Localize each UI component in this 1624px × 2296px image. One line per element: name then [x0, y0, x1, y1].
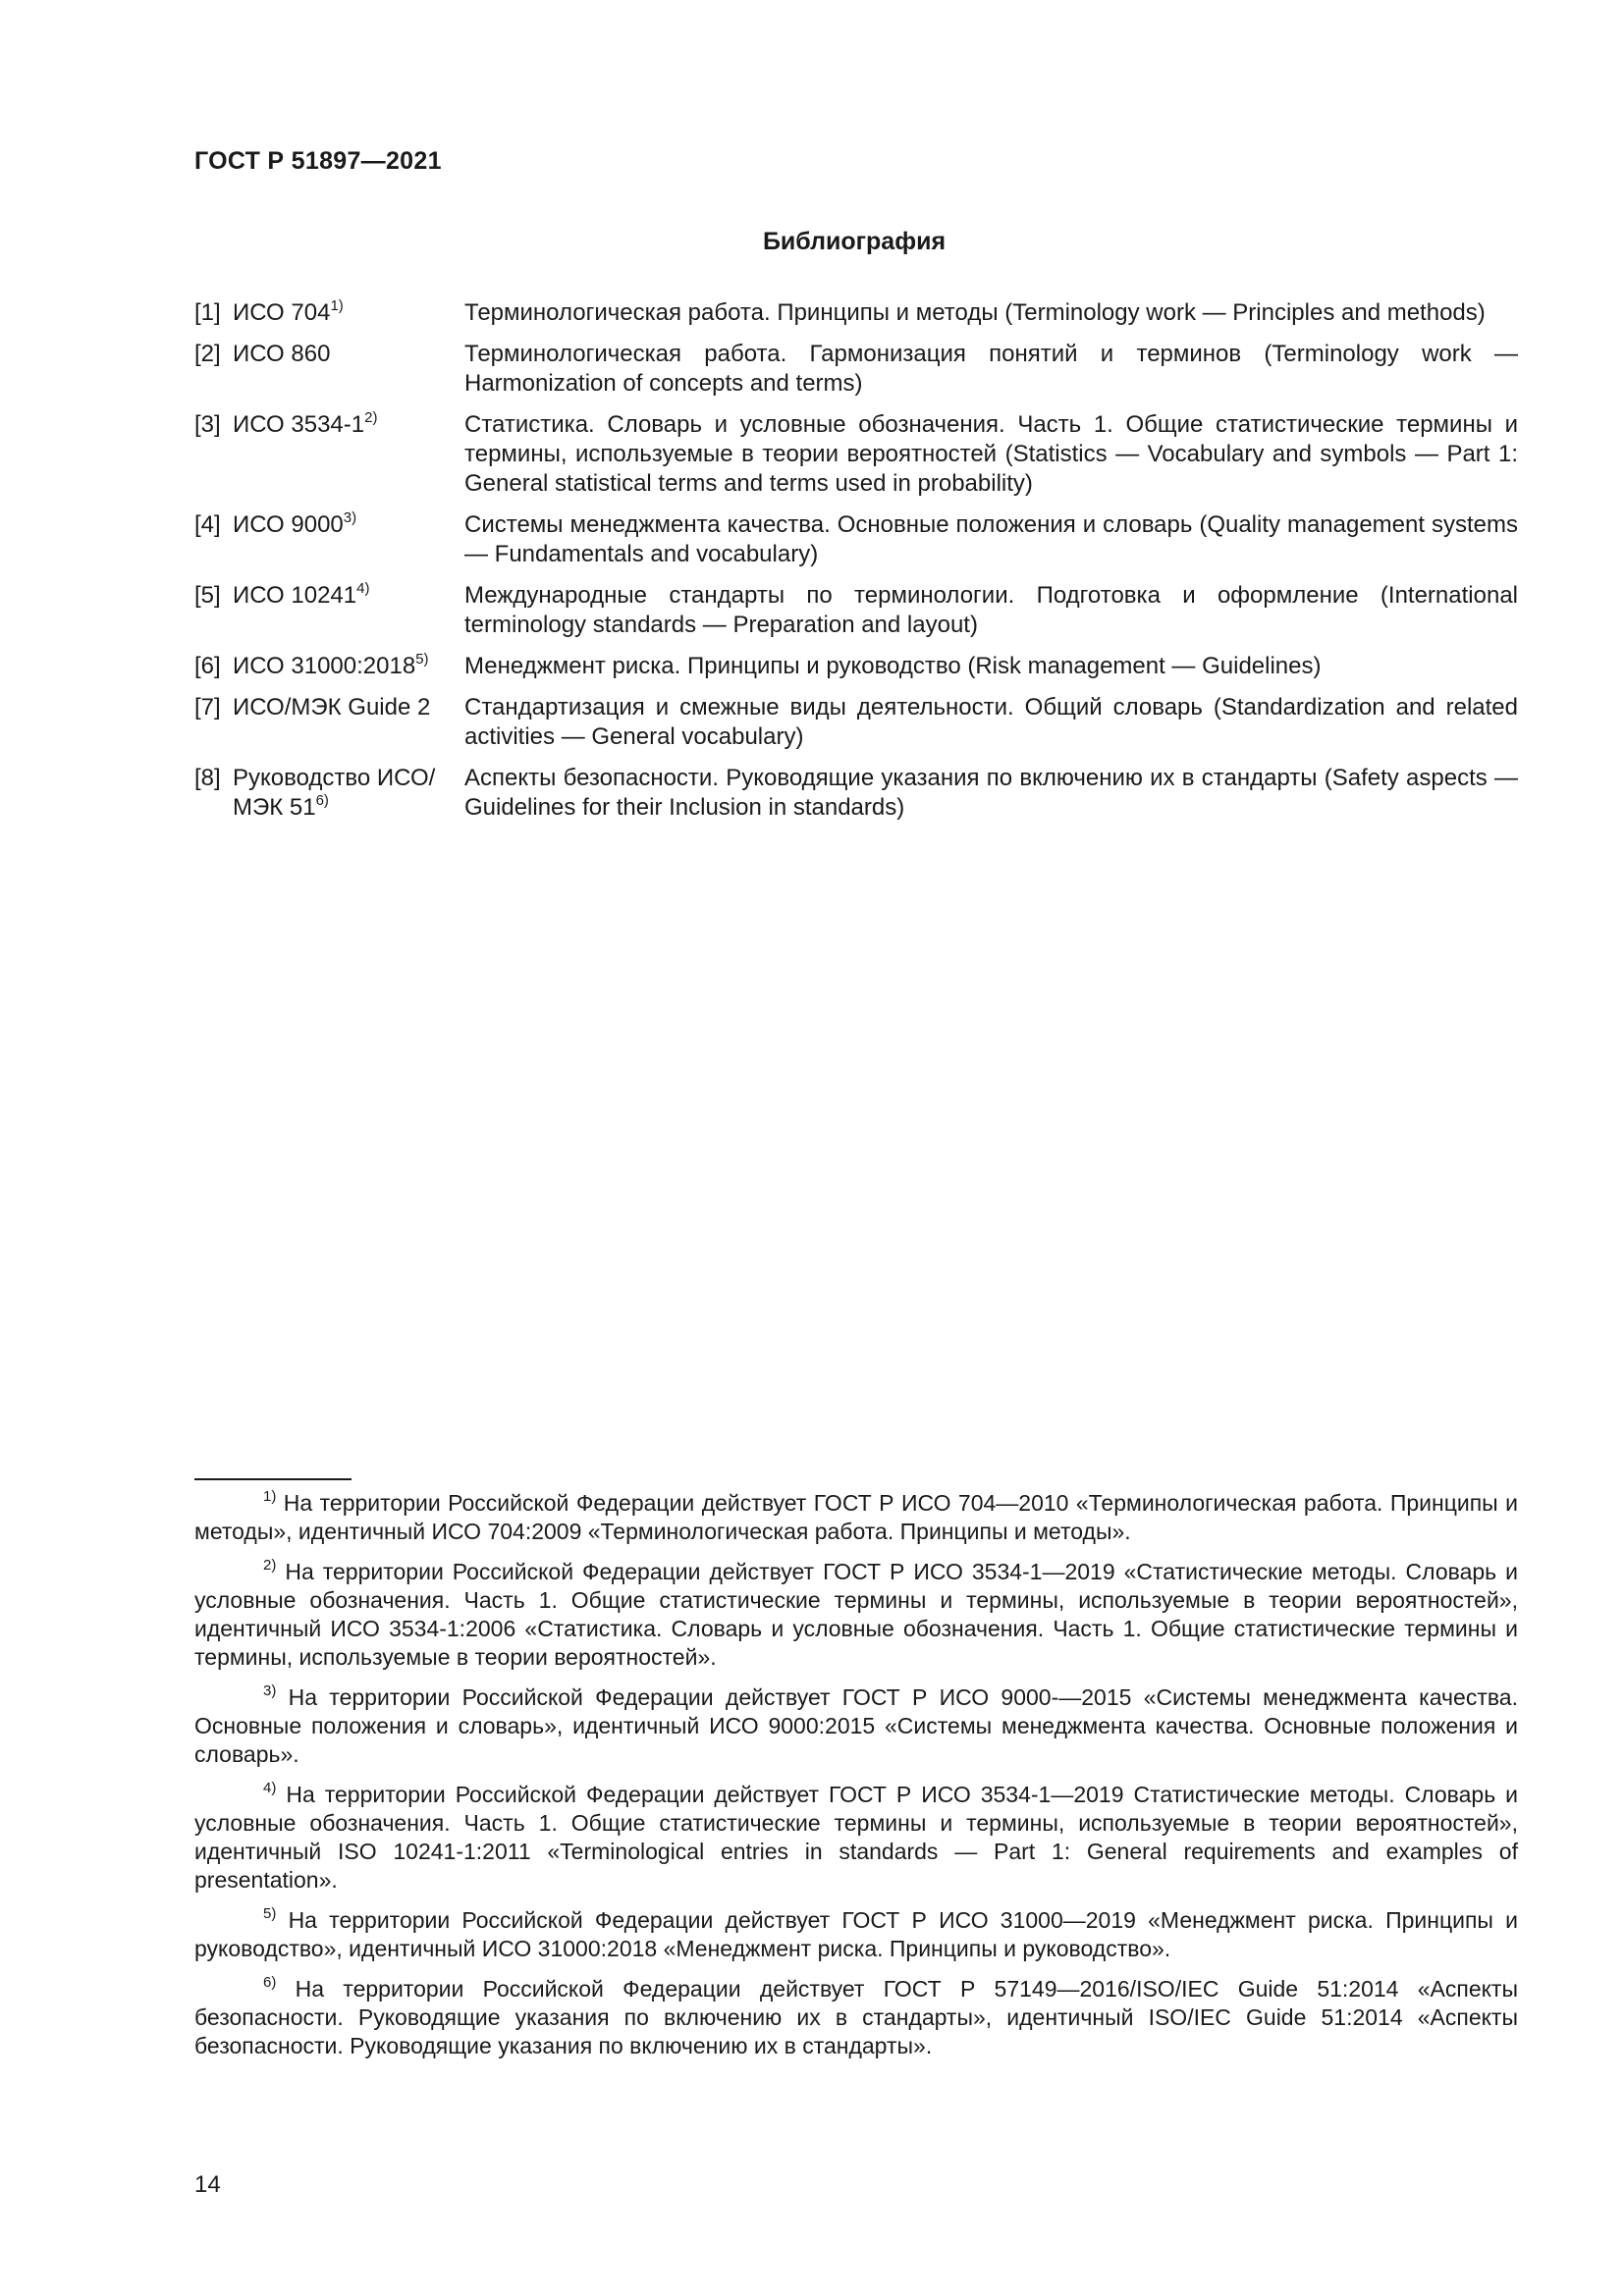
footnote-text: На территории Российской Федерации действует ГОСТ Р ИСО 704—2010 «Терминологическая работа. Принципы и методы», идентичный ИСО 704:2009 «Терминологическая работа. Принципы и методы».: [194, 1490, 1519, 1544]
entry-reference-text: ИСО 9000: [233, 511, 344, 538]
entry-description: Системы менеджмента качества. Основные положения и словарь (Quality management systems — Fundamentals and vocabulary): [464, 511, 1518, 567]
entry-number: [4]: [194, 511, 221, 538]
footnote-mark: 3): [263, 1682, 277, 1700]
entry-description: Терминологическая работа. Принципы и методы (Terminology work — Principles and methods): [464, 299, 1486, 326]
entry-reference-text: Руководство ИСО/МЭК 51: [233, 765, 436, 821]
entry-description: Международные стандарты по терминологии. Подготовка и оформление (International terminology standards — Preparation and layout): [464, 582, 1518, 638]
footnote-mark: 4): [263, 1780, 277, 1797]
entry-reference-text: ИСО 10241: [233, 582, 357, 609]
bibliography-entry: [194, 410, 1518, 499]
bibliography-entry: [194, 298, 1518, 328]
footnote-text: На территории Российской Федерации действует ГОСТ Р ИСО 9000-—2015 «Системы менеджмента качества. Основные положения и словарь», идентичный ИСО 9000:2015 «Системы менеджмента качества. Основные положения и словарь».: [194, 1684, 1518, 1767]
bibliography-entry: [194, 693, 1518, 752]
footnote: [194, 1489, 1518, 1546]
entry-number: [6]: [194, 653, 221, 679]
footnote-mark: 2): [263, 1557, 277, 1575]
entry-reference: [233, 340, 464, 399]
footnote-text: На территории Российской Федерации действует ГОСТ Р ИСО 3534-1—2019 «Статистические методы. Словарь и условные обозначения. Часть 1. Общие статистические термины и термины, используемые в теории вероятностей», идентичный ИСО 3534-1:2006 «Статистика. Словарь и условные обозначения. Часть 1. Общие статистические термины и термины, используемые в теории вероятностей».: [194, 1559, 1518, 1670]
footnote: [194, 1781, 1518, 1895]
entry-reference-text: ИСО 704: [233, 299, 331, 326]
entry-reference-text: ИСО/МЭК Guide 2: [233, 694, 431, 721]
footnote-separator: [194, 1478, 352, 1480]
bibliography-entry: [194, 764, 1518, 823]
entry-reference: [233, 652, 464, 681]
footnote-text: На территории Российской Федерации действует ГОСТ Р ИСО 31000—2019 «Менеджмент риска. Принципы и руководство», идентичный ИСО 31000:2018 «Менеджмент риска. Принципы и руководство».: [194, 1907, 1519, 1961]
entry-description: Статистика. Словарь и условные обозначения. Часть 1. Общие статистические термины и термины, используемые в теории вероятностей (Statistics — Vocabulary and symbols — Part 1: General statistical terms and terms used in probability): [464, 411, 1518, 497]
entry-number: [5]: [194, 582, 221, 609]
footnote-ref: 4): [356, 580, 370, 597]
footnote: [194, 1683, 1518, 1769]
page-number: 14: [194, 2171, 221, 2198]
entry-description: Стандартизация и смежные виды деятельности. Общий словарь (Standardization and related activities — General vocabulary): [464, 694, 1518, 750]
footnote-text: На территории Российской Федерации действует ГОСТ Р ИСО 3534-1—2019 Статистические методы. Словарь и условные обозначения. Часть 1. Общие статистические термины и термины, используемые в теории вероятностей», идентичный ISO 10241-1:2011 «Terminological entries in standards — Part 1: General requirements and examples of presentation».: [194, 1782, 1519, 1893]
footnote-mark: 6): [263, 1974, 277, 1992]
footnote-ref: 3): [343, 509, 357, 526]
entry-number: [3]: [194, 411, 221, 438]
entry-number: [7]: [194, 694, 221, 721]
entry-reference: [233, 298, 464, 328]
entry-reference: [233, 693, 464, 752]
entry-reference: [233, 764, 464, 823]
bibliography-entry: [194, 581, 1518, 640]
bibliography-entry: [194, 340, 1518, 399]
entry-reference: [233, 581, 464, 640]
entry-number: [2]: [194, 341, 221, 367]
footnote: [194, 1906, 1518, 1963]
entry-number: [1]: [194, 299, 221, 326]
footnote: [194, 1558, 1518, 1672]
entry-description: Аспекты безопасности. Руководящие указания по включению их в стандарты (Safety aspects — Guidelines for their Inclusion in standards): [464, 765, 1518, 821]
document-code: ГОСТ Р 51897—2021: [194, 147, 442, 175]
footnote-mark: 5): [263, 1905, 277, 1923]
entry-reference-text: ИСО 860: [233, 341, 331, 367]
footnote: [194, 1975, 1518, 2060]
footnotes: [194, 1489, 1518, 2072]
footnote-ref: 5): [415, 651, 429, 667]
entry-reference-text: ИСО 3534-1: [233, 411, 365, 438]
entry-number: [8]: [194, 765, 221, 791]
entry-description: Терминологическая работа. Гармонизация понятий и терминов (Terminology work — Harmonization of concepts and terms): [464, 341, 1518, 397]
bibliography-entry: [194, 652, 1518, 681]
footnote-text: На территории Российской Федерации действует ГОСТ Р 57149—2016/ISO/IEC Guide 51:2014 «Аспекты безопасности. Руководящие указания по включению их в стандарты», идентичный ISO/IEC Guide 51:2014 «Аспекты безопасности. Руководящие указания по включению их в стандарты».: [194, 1976, 1519, 2058]
bibliography-list: [194, 298, 1518, 834]
footnote-ref: 6): [315, 792, 329, 809]
footnote-ref: 2): [364, 409, 378, 426]
footnote-mark: 1): [263, 1488, 277, 1506]
entry-reference: [233, 410, 464, 499]
entry-reference: [233, 510, 464, 569]
bibliography-entry: [194, 510, 1518, 569]
entry-description: Менеджмент риска. Принципы и руководство (Risk management — Guidelines): [464, 653, 1322, 679]
footnote-ref: 1): [330, 297, 344, 314]
bibliography-title: Библиография: [762, 228, 947, 255]
entry-reference-text: ИСО 31000:2018: [233, 653, 416, 679]
